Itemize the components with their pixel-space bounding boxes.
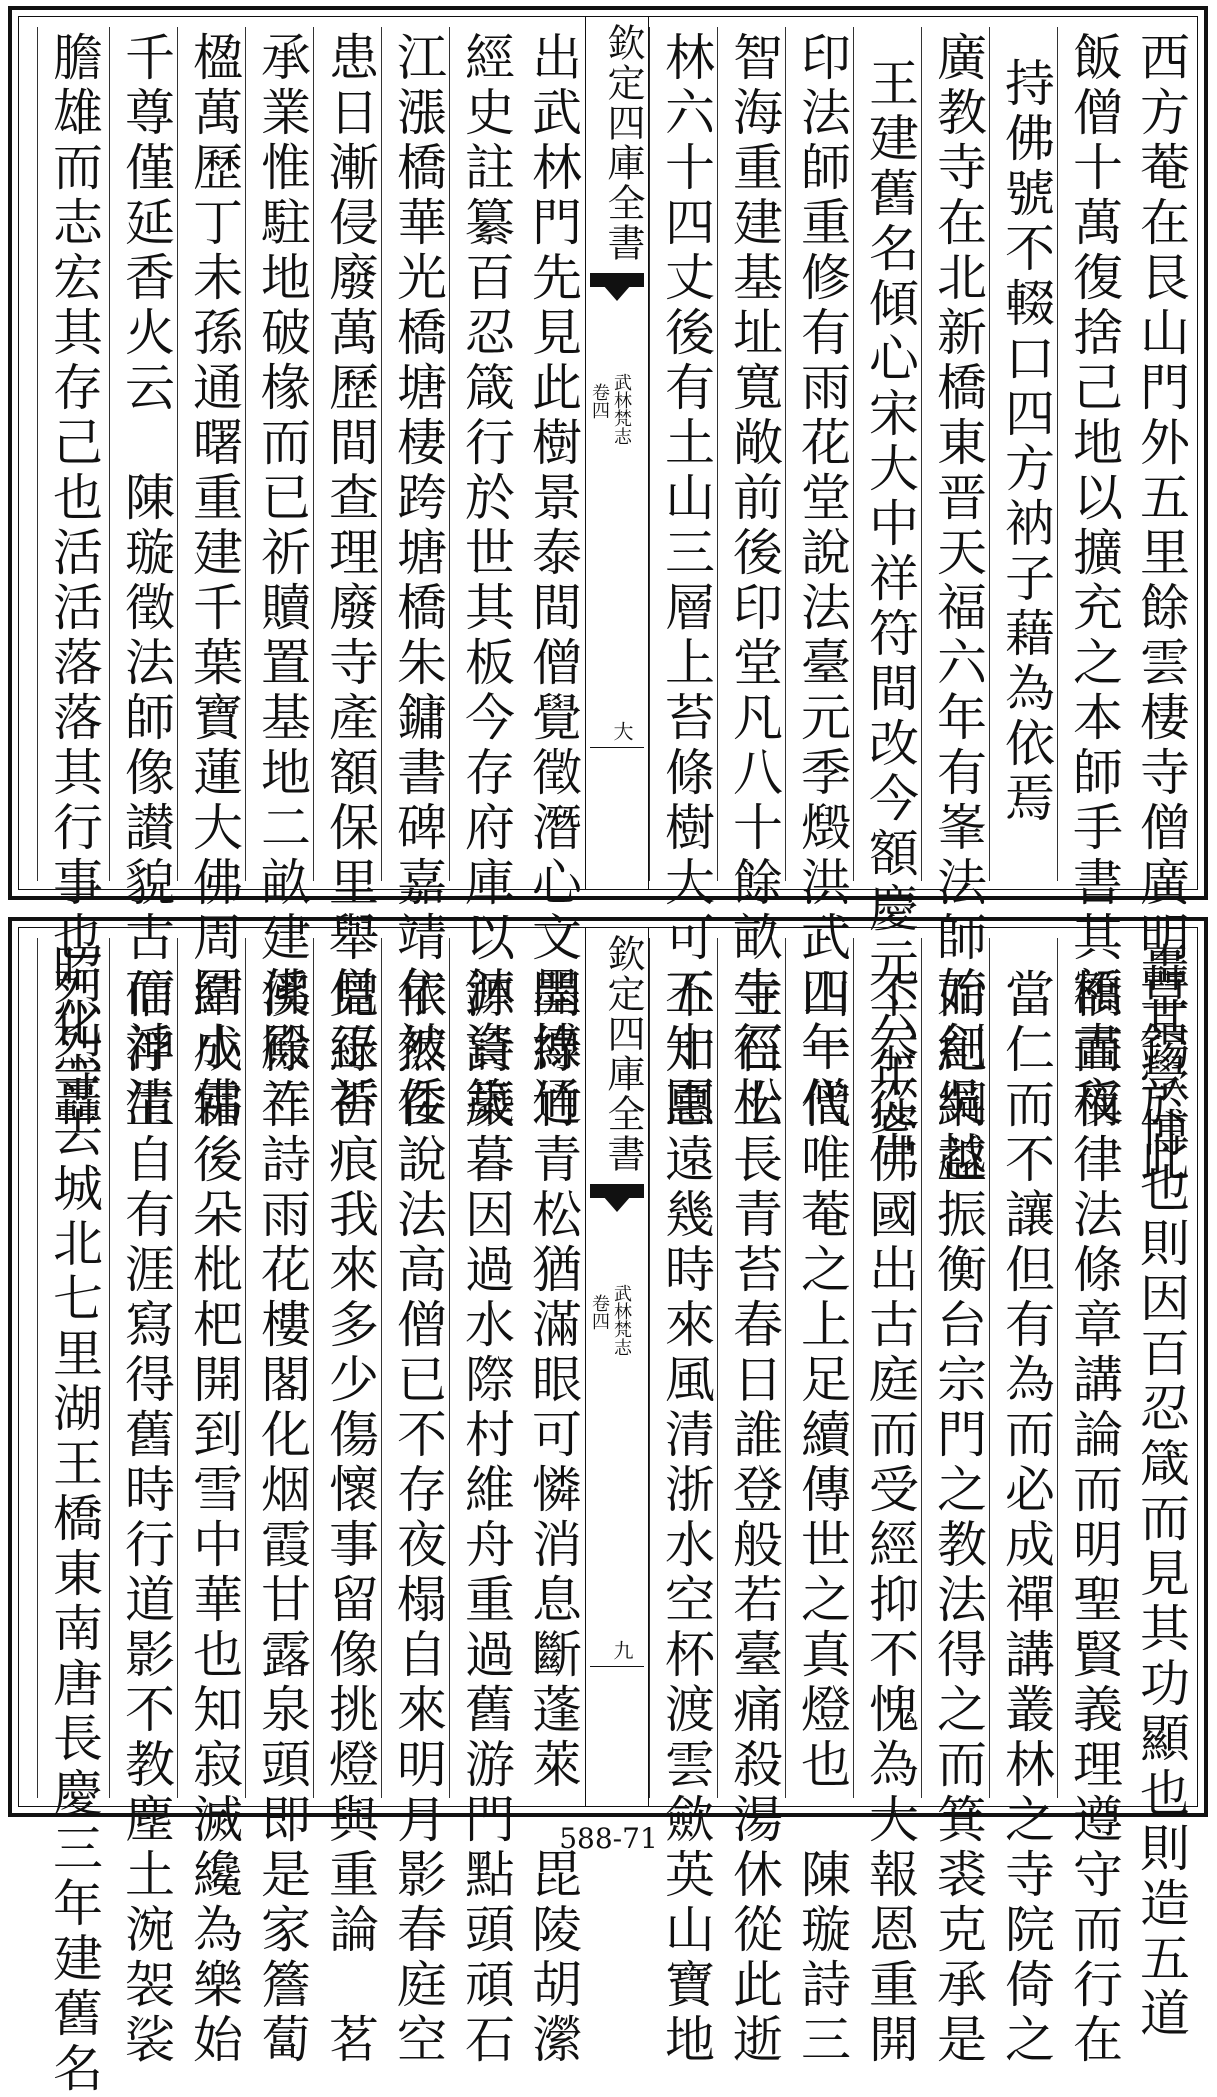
folio-number: 九 xyxy=(610,1640,634,1660)
text-column xyxy=(921,938,990,2068)
text-column xyxy=(109,938,178,2068)
top-page-frame xyxy=(18,16,1198,1186)
column-text: 當仁而不讓但有為而必成禪講叢林之寺院倚之 xyxy=(997,968,1055,2068)
text-column xyxy=(853,938,922,2068)
column-text: 智海重建基址寬敞前後印堂凡八十餘畝寺徑松 xyxy=(725,31,783,1131)
text-column xyxy=(1057,27,1126,1131)
column-text: 而紀綱益振衡台宗門之教法得之而箕裘克承是 xyxy=(929,968,987,2068)
text-column xyxy=(921,27,990,1186)
column-text: 千尊僅延香火云 陳璇徵法師像讃貌古而神清 xyxy=(117,31,175,1131)
column-text: 橋而稱律法條章講論而明聖賢義理遵守而行在 xyxy=(1065,968,1123,2068)
column-text: 出武林門先見此樹景泰間僧覺徵潛心文墨博通 xyxy=(524,31,582,1131)
text-column xyxy=(37,27,106,1131)
column-text: 膽雄而志宏其存己也活活落落其行事也烈烈轟 xyxy=(45,31,103,1131)
top-page xyxy=(8,6,1208,1186)
text-column xyxy=(785,27,854,1131)
fish-tail-ornament xyxy=(590,273,644,307)
column-text: 江漲橋華光橋塘棲跨塘橋朱鏞書碑嘉靖年被倭 xyxy=(389,31,447,1131)
text-column xyxy=(1125,27,1193,1186)
column-text: 信浮生自有涯寫得舊時行道影不教塵土涴袈裟 xyxy=(117,968,175,2068)
text-column xyxy=(1057,938,1126,2068)
column-text: 印法師重修有雨花堂說法臺元季燬洪武四年僧 xyxy=(793,31,851,1131)
volume-label: 卷四 xyxy=(589,1294,610,1330)
column-text: 王建舊名傾心宋大中祥符間改今額慶元六年密 xyxy=(861,57,919,1157)
text-column xyxy=(1125,938,1193,2042)
text-column xyxy=(717,938,786,2068)
text-column xyxy=(381,27,450,1131)
folio-rule xyxy=(590,747,644,748)
text-column xyxy=(517,27,585,1131)
column-text: 經史註纂百忍箴行於世其板今存府庫以鉢資築 xyxy=(457,31,515,1131)
text-column xyxy=(989,27,1058,881)
book-title: 欽定四庫全書 xyxy=(601,934,645,1174)
column-text: 林六十四丈後有土山三層上苔條樹大可五十圍 xyxy=(657,31,715,1131)
text-column xyxy=(785,938,854,2068)
volume-label: 卷四 xyxy=(589,383,610,419)
column-text: 患日漸侵廢萬歷間查理廢寺產額保里舉僧正祈 xyxy=(321,31,379,1131)
column-text: 楹萬歷丁未孫通曙重建千葉寶蓮大佛周圍小佛 xyxy=(185,31,243,1131)
column-text: 開綠竹青松猶滿眼可憐消息斷蓬萊 毘陵胡瀠 xyxy=(524,968,582,2068)
text-column xyxy=(245,938,314,2068)
column-text: 見綠苔痕我來多少傷懷事留像挑燈與重論 茗 xyxy=(321,968,379,2068)
text-column xyxy=(313,27,382,1131)
column-text: 廣教寺在北新橋東晋天福六年有峯法師始創吳越 xyxy=(929,31,987,1186)
page-number: 588-71 xyxy=(559,1822,658,1855)
text-column xyxy=(649,27,718,1131)
text-column xyxy=(517,938,585,2068)
folio-number: 大 xyxy=(610,721,634,741)
text-column xyxy=(313,938,382,2068)
column-text: 不忝從佛國出古庭而受經抑不愧為大報恩重開 xyxy=(861,968,919,2068)
text-column xyxy=(381,938,450,2068)
text-column xyxy=(177,27,246,1131)
text-column xyxy=(717,27,786,1131)
text-column xyxy=(449,938,518,2068)
text-column xyxy=(449,27,518,1131)
column-text: 溪徐祚詩雨花樓閣化烟霞甘露泉頭即是家簷蔔 xyxy=(253,968,311,2068)
column-text: 依然在說法高僧已不存夜榻自來明月影春庭空 xyxy=(389,968,447,2068)
column-text: 結成霜後朵枇杷開到雪中華也知寂滅纔為樂始 xyxy=(185,968,243,2068)
section-title: 武林梵志 xyxy=(611,1284,632,1356)
text-column xyxy=(177,938,246,2068)
center-spine xyxy=(585,928,649,1806)
text-column xyxy=(109,27,178,1131)
column-text: 轟其學博也則因百忍箴而見其功顯也則造五道 xyxy=(1132,942,1190,2042)
column-text: 持佛號不輟口四方衲子藉為依焉 xyxy=(997,57,1055,827)
column-text: 飯僧十萬復捨己地以擴充之本師手書其額晝夜 xyxy=(1065,31,1123,1131)
text-column xyxy=(245,27,314,1131)
section-title: 武林梵志 xyxy=(611,373,632,445)
column-text: 西方菴在艮山門外五里餘雲棲寺僧廣明卓錫於此 xyxy=(1132,31,1190,1186)
column-text: 生石上長青苔春日誰登般若臺痛殺湯休從此逝 xyxy=(725,968,783,2068)
fish-tail-ornament xyxy=(590,1184,644,1218)
folio-rule xyxy=(590,1666,644,1667)
column-text: 山一代唯菴之上足續傳世之真燈也 陳璇詩三 xyxy=(793,968,851,2068)
text-column xyxy=(853,27,922,1157)
book-title: 欽定四庫全書 xyxy=(601,23,645,263)
column-text: 昭化寺去城北七里湖王橋東南唐長慶三年建舊名 xyxy=(45,942,103,2097)
text-column xyxy=(37,938,106,2097)
column-text: 不知惠遠幾時來風清浙水空杯渡雲歛英山寶地 xyxy=(657,968,715,2068)
text-column xyxy=(649,938,718,2068)
column-text: 源詩歲暮因過水際村維舟重過舊游門點頭頑石 xyxy=(457,968,515,2068)
center-spine xyxy=(585,17,649,889)
column-text: 承業惟駐地破椽而已祈贖置基地二畝建佛殿三 xyxy=(253,31,311,1131)
text-column xyxy=(989,938,1058,2068)
